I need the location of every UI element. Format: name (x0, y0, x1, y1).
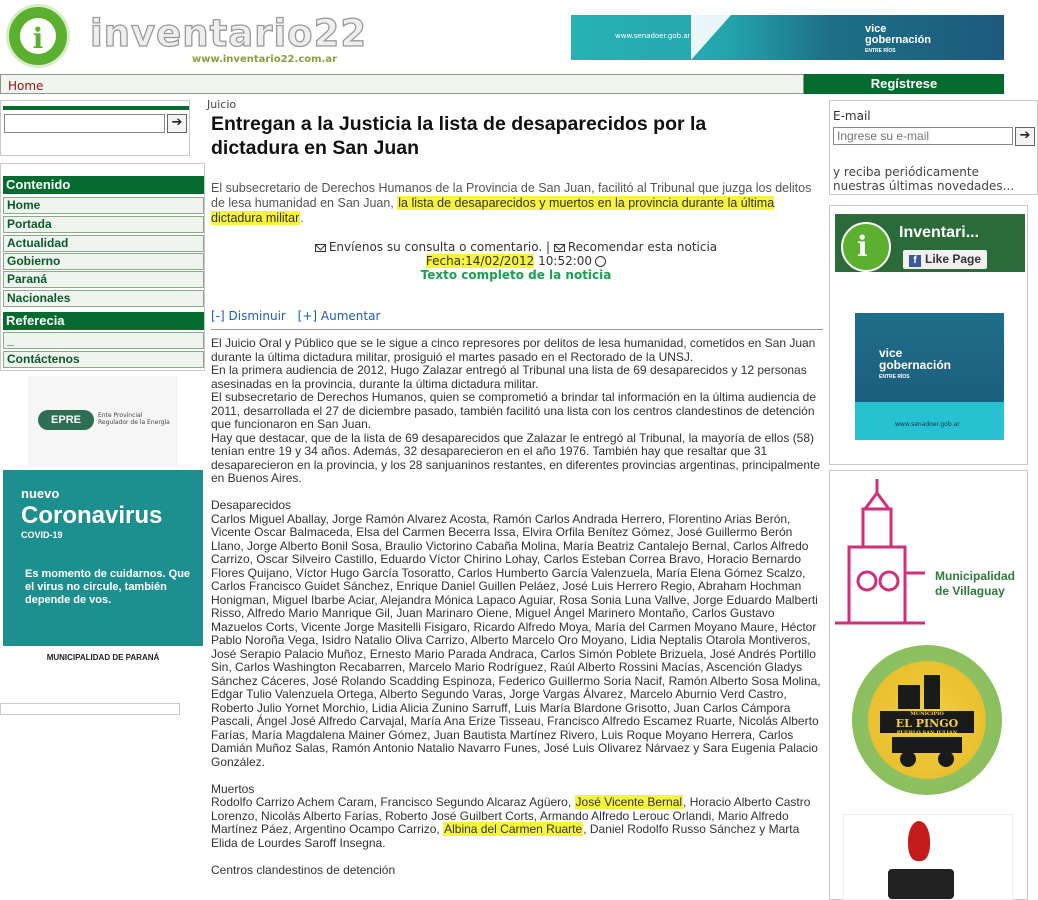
paragraph-gap (211, 486, 823, 500)
flame-icon (908, 821, 930, 861)
menu-item-gobierno[interactable]: Gobierno (3, 253, 204, 270)
lead-highlight: la lista de desaparecidos y muertos en la provincia durante la última dictadura militar (211, 196, 775, 225)
left-empty-box (0, 703, 180, 715)
article-time: 10:52:00 (538, 254, 593, 268)
article-section: Juicio (207, 98, 237, 111)
fb-like-label: Like Page (925, 252, 982, 266)
fb-page-name: Inventari... (899, 224, 980, 241)
article-title: Entregan a la Justicia la lista de desaparecidos por la dictadura en San Juan (211, 113, 707, 159)
el-pingo-banner[interactable] (852, 645, 1002, 795)
muertos-text: , Daniel Rodolfo Russo Sánchez y Marta Elida de Lourdes Saroff Insegna. (211, 822, 800, 850)
book-icon (888, 869, 954, 899)
paragraph: Hay que destacar, que de la lista de 69 desaparecidos que Zalazar le entregó al Tribunal, la mayoría de ellos (58) tenían entre 19 y 34 años. Además, 32 desaparecieron en el año 1976. También hay que resaltar que 31 desaparecieron en la provincia, y los 28 sanjuaninos restantes, en diferentes provincias argentinas, principalmente en Buenos Aires. (211, 430, 821, 485)
muertos-list (211, 796, 823, 850)
book-flame-banner[interactable] (843, 814, 1013, 900)
villaguay-line2: de Villaguay (935, 584, 1005, 598)
email-label: E-mail (833, 109, 871, 123)
search-input[interactable] (4, 114, 165, 133)
covid-footer: MUNICIPALIDAD DE PARANÁ (3, 646, 203, 670)
muertos-text: , Horacio Alberto Castro Lorenzo, Nicolás Alberto Farías, Roberto José Guilbert Corts, Armando Alfredo Lerouc Orlandi, Mario Alfredo Martínez Páez, Argentino Ocampo Carrizo, (211, 795, 811, 836)
menu-item-blank[interactable]: _ (3, 332, 204, 349)
content-menu (0, 163, 205, 371)
banner-line2: gobernación (865, 34, 932, 46)
banner-url: www.senadoer.gob.ar (615, 32, 691, 40)
menu-item-contactenos[interactable]: Contáctenos (3, 351, 204, 368)
pingo-sub: PUEBLO SAN JULIAN (896, 730, 958, 736)
banner-wedge (691, 15, 731, 60)
el-pingo-label (880, 711, 974, 736)
envelope-icon (315, 244, 326, 252)
covid-message: Es momento de cuidarnos. Que el virus no circule, también depende de vos. (25, 568, 191, 606)
logo-wordmark: inventario22 (90, 12, 368, 55)
villaguay-church-icon (835, 477, 1025, 627)
search-panel (0, 100, 190, 156)
increase-font-button[interactable]: [+] Aumentar (297, 309, 381, 323)
paragraph: El Juicio Oral y Público que se le sigue a cinco represores por delitos de lesa humanidad, cometidos en San Juan durante la última dictadura militar, prosiguió el martes pasado en el Rectorado de la UNSJ. (211, 336, 816, 364)
paragraph-gap (211, 769, 823, 783)
clock-icon (595, 256, 606, 267)
menu-item-nacionales[interactable]: Nacionales (3, 290, 204, 307)
nav-home-link[interactable]: Home (8, 79, 44, 93)
desaparecidos-heading: Desaparecidos (211, 498, 292, 512)
muertos-heading: Muertos (211, 781, 255, 796)
villaguay-banner[interactable] (835, 477, 1025, 627)
vg-url: www.senadoer.gob.ar (895, 421, 960, 428)
banner-brand (865, 24, 931, 57)
facebook-widget[interactable] (835, 214, 1025, 272)
centros-heading: Centros clandestinos de detención (211, 862, 396, 877)
covid-nuevo: nuevo (21, 486, 60, 501)
logo-icon: i (6, 4, 70, 68)
article-divider (211, 329, 823, 330)
muertos-highlight-1: José Vicente Bernal (575, 795, 683, 809)
menu-item-portada[interactable]: Portada (3, 216, 204, 233)
vg-line1: vice (879, 346, 903, 360)
lead-end: . (300, 211, 304, 225)
envelope-icon (554, 244, 565, 252)
epre-banner[interactable] (28, 376, 178, 466)
muertos-text: Rodolfo Carrizo Achem Caram, Francisco Segundo Alcaraz Agüero, (211, 795, 575, 809)
meta-separator: | (542, 240, 554, 254)
email-input[interactable] (833, 127, 1013, 145)
villaguay-line1: Municipalidad (935, 569, 1016, 583)
menu-item-actualidad[interactable]: Actualidad (3, 235, 204, 252)
top-nav (0, 74, 804, 94)
covid-banner[interactable] (3, 470, 203, 670)
epre-logo: EPRE (38, 410, 94, 430)
menu-heading-referecia: Referecia (3, 312, 204, 330)
covid-title: Coronavirus (21, 502, 163, 529)
font-size-controls (211, 309, 388, 323)
desaparecidos-list: Carlos Miguel Aballay, Jorge Ramón Alvarez Acosta, Ramón Carlos Andrada Herrero, Florentino Arias Berón, Vicente Oscar Balmaceda, Elsa del Carmen Becerra Issa, Elvira Orfila Benítez Gómez, José Guillermo Berón Llano, Jorge Alberto Bonil Sosa, Braulio Victorino Cabaña Molina, María Beatriz Cantalejo Bernal, Carlos Alfredo Carrizo, Oscar Silveiro Castillo, Eduardo Víctor Chirino Lohay, Carlos Esteban Correa Bravo, Horacio Bernardo Flores Quijano, Víctor Hugo García Tosoratto, Carlos Humberto García Valenzuela, María Elena Gómez Scalzo, Carlos Francisco Guidet Sánchez, Enrique Daniel Guillen Peláez, José Luis Herrero Regio, Abraham Hochman Honigman, Miguel Ibarbe Aciar, Alejandra Mónica Lapaco Aguiar, Rosa Sonia Luna Vallve, Jorge Eduardo Malberti Risso, Alfredo Mario Manrique Gil, Juan Marinaro Oiene, Miguel Ángel Marinero Montaño, Carlos Gustavo Mazuelos Corts, Vicente Jorge Masitelli Fisigaro, Ricardo Alfredo Moya, María del Carmen Moyano Maure, Héctor Pablo Noroña Vega, Isidro Natalio Oliva Carrizo, Alberto Marcelo Oro Moyano, Lidia Neptalis Otarola Montiveros, José Serapio Palacio Muñoz, Ernesto Mario Parada Andraca, Carlos Simón Poblete Brizuela, José Andrés Portillo Sin, Carlos Washington Recabarren, Marcelo Mario Rodríguez, Raúl Alberto Rossini Macías, Ascención Gladys Sánchez Cáceres, José Rolando Scadding Espinoza, Federico Guillermo Soria Nacif, Ramón Alberto Sosa Molina, Edgar Tulio Valenzuela Ortega, Alberto Segundo Varas, Jorge Vargas Álvarez, Marcelo Aburnio Verd Castro, Roberto Julio Yornet Morchio, Lidia Alicia Zunino Sarruff, Luis María Blardone Grisotto, Juan Carlos Cámpora Pascali, Ángel José Alfredo Carvajal, María Ana Erize Tisseau, Francisco Alfredo Escamez Ruarte, Nicolás Alberto Farías, María Magdalena Mainer Gómez, Juan Bautista Martínez Rivero, Luis Roque Moyano Herrera, Carlos Damián Muñoz Salas, Ramón Antonio Natalio Navarro Funes, José Luis Olivarez Nárvaez y Sara Eugenia Palacio González. (211, 511, 821, 769)
paragraph-gap (211, 850, 823, 864)
menu-item-home[interactable]: Home (3, 197, 204, 214)
pingo-name: EL PINGO (895, 717, 959, 730)
covid-sub: COVID-19 (21, 530, 63, 540)
vicegobernacion-banner[interactable] (571, 15, 1004, 60)
article-lead (211, 181, 821, 226)
vg-line3: ENTRE RÍOS (879, 374, 910, 380)
banner-line1: vice (865, 23, 887, 35)
lead-text: El subsecretario de Derechos Humanos de la Provincia de San Juan, facilitó al Tribunal que juzga los delitos de lesa humanidad en San Juan, (211, 181, 812, 210)
logo-url: www.inventario22.com.ar (192, 54, 338, 65)
vg-line2: gobernación (879, 358, 952, 372)
pingo-small: MUNICIPIO (910, 711, 944, 717)
vicegobernacion-side-banner[interactable] (855, 313, 1004, 440)
send-query-link[interactable]: Envíenos su consulta o comentario. (328, 240, 543, 254)
article-date: Fecha:14/02/2012 (425, 254, 535, 268)
email-submit-button[interactable]: ➔ (1015, 127, 1035, 146)
facebook-icon: f (909, 255, 921, 267)
menu-item-parana[interactable]: Paraná (3, 271, 204, 288)
article-body (211, 337, 823, 877)
fb-page-logo (841, 222, 891, 272)
paragraph: En la primera audiencia de 2012, Hugo Zalazar entregó al Tribunal una lista de 69 desaparecidos y 12 personas asesinadas en la provincia, durante la última dictadura militar. (211, 363, 807, 391)
epre-text: Ente Provincial Regulador de la Energía (98, 412, 170, 426)
newsletter-description: y reciba periódicamente nuestras últimas novedades... (833, 165, 1015, 193)
decrease-font-button[interactable]: [-] Disminuir (211, 309, 286, 323)
paragraph: El subsecretario de Derechos Humanos, quien se comprometió a brindar tal información en la última audiencia de 2011, desarrollada el 27 de diciembre pasado, también facilitó una lista con los centros clandestinos de detención que funcionaron en San Juan. (211, 390, 816, 431)
menu-heading-contenido: Contenido (3, 176, 204, 194)
recommend-link[interactable]: Recomendar esta noticia (567, 240, 718, 254)
newsletter-panel (829, 100, 1038, 195)
full-text-link[interactable]: Texto completo de la noticia (420, 268, 612, 282)
vg-brand (879, 347, 951, 383)
search-go-button[interactable]: ➔ (167, 114, 187, 133)
article-meta (211, 240, 821, 282)
fb-logo-letter: i (857, 230, 868, 263)
villaguay-text (935, 569, 1015, 599)
fb-like-button[interactable] (903, 250, 987, 269)
search-panel-bar (3, 106, 189, 110)
banner-line3: ENTRE RÍOS (865, 48, 896, 54)
site-logo[interactable] (4, 4, 368, 70)
muertos-highlight-2: Albina del Carmen Ruarte (444, 822, 583, 836)
register-button[interactable]: Regístrese (804, 74, 1004, 94)
